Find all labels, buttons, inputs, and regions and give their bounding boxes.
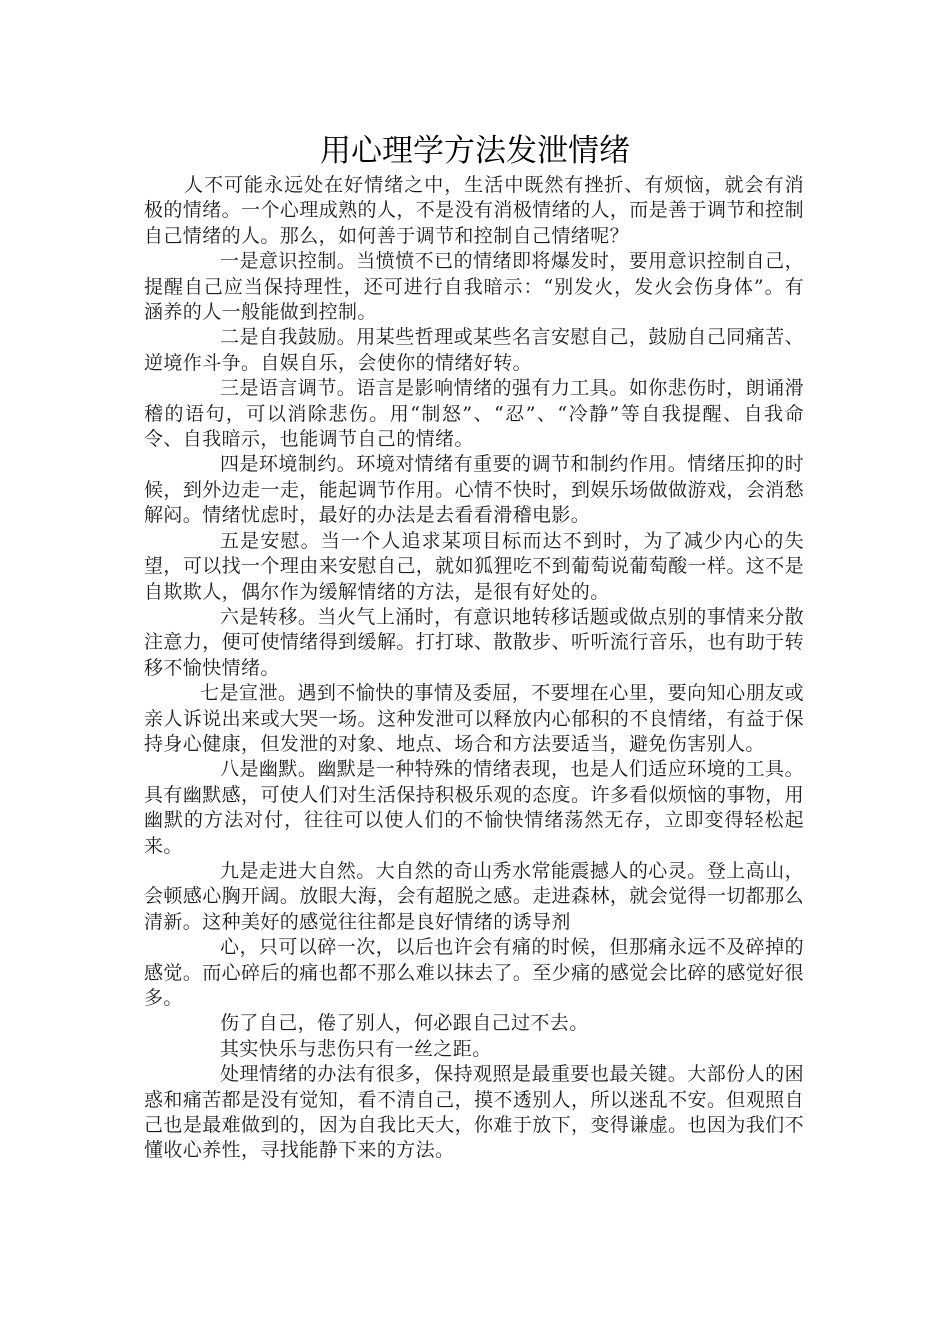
paragraph-method-5: 五是安慰。当一个人追求某项目标而达不到时，为了减少内心的失望，可以找一个理由来安慰自己，就如狐狸吃不到葡萄说葡萄酸一样。这不是自欺欺人，偶尔作为缓解情绪的方法，是很有好处的。 xyxy=(144,529,804,603)
paragraph-self: 伤了自己，倦了别人，何必跟自己过不去。 xyxy=(220,1012,589,1035)
paragraph-method-7: 七是宣泄。遇到不愉快的事情及委屈，不要埋在心里，要向知心朋友或亲人诉说出来或大哭一场。这种发泄可以释放内心郁积的不良情绪，有益于保持身心健康，但发泄的对象、地点、场合和方法要适当，避免伤害别人。 xyxy=(144,682,804,755)
paragraph-method-3: 三是语言调节。语言是影响情绪的强有力工具。如你悲伤时，朗诵滑稽的语句，可以消除悲伤。用“制怒”、“忍”、“冷静”等自我提醒、自我命令、自我暗示，也能调节自己的情绪。 xyxy=(144,377,804,451)
document-body xyxy=(144,173,804,1164)
paragraph-method-1: 一是意识控制。当愤愤不已的情绪即将爆发时，要用意识控制自己，提醒自己应当保持理性，还可进行自我暗示：“别发火，发火会伤身体”。有涵养的人一般能做到控制。 xyxy=(144,250,804,324)
paragraph-conclusion: 处理情绪的办法有很多，保持观照是最重要也最关键。大部份人的困惑和痛苦都是没有觉知，看不清自己，摸不透别人，所以迷乱不安。但观照自己也是最难做到的，因为自我比天大，你难于放下，变得谦虚。也因为我们不懂收心养性，寻找能静下来的方法。 xyxy=(144,1063,804,1162)
paragraph-method-4: 四是环境制约。环境对情绪有重要的调节和制约作用。情绪压抑的时候，到外边走一走，能起调节作用。心情不快时，到娱乐场做做游戏，会消愁解闷。情绪忧虑时，最好的办法是去看看滑稽电影。 xyxy=(144,453,804,527)
paragraph-method-2: 二是自我鼓励。用某些哲理或某些名言安慰自己，鼓励自己同痛苦、逆境作斗争。自娱自乐，会使你的情绪好转。 xyxy=(144,326,804,374)
paragraph-heart: 心，只可以碎一次，以后也许会有痛的时候，但那痛永远不及碎掉的感觉。而心碎后的痛也都不那么难以抹去了。至少痛的感觉会比碎的感觉好很多。 xyxy=(144,936,804,1009)
paragraph-joy: 其实快乐与悲伤只有一丝之距。 xyxy=(220,1037,492,1060)
page-title: 用心理学方法发泄情绪 xyxy=(320,133,630,169)
paragraph-method-6: 六是转移。当火气上涌时，有意识地转移话题或做点别的事情来分散注意力，便可使情绪得到缓解。打打球、散散步、听听流行音乐，也有助于转移不愉快情绪。 xyxy=(144,605,804,679)
paragraph-intro: 人不可能永远处在好情绪之中，生活中既然有挫折、有烦恼，就会有消极的情绪。一个心理成熟的人，不是没有消极情绪的人，而是善于调节和控制自己情绪的人。那么，如何善于调节和控制自己情绪呢？ xyxy=(144,174,804,247)
paragraph-method-9: 九是走进大自然。大自然的奇山秀水常能震撼人的心灵。登上高山，会顿感心胸开阔。放眼大海，会有超脱之感。走进森林，就会觉得一切都那么清新。这种美好的感觉往往都是良好情绪的诱导剂 xyxy=(144,859,804,933)
paragraph-method-8: 八是幽默。幽默是一种特殊的情绪表现，也是人们适应环境的工具。具有幽默感，可使人们对生活保持积极乐观的态度。许多看似烦恼的事物，用幽默的方法对付，往往可以使人们的不愉快情绪荡然无存，立即变得轻松起来。 xyxy=(144,758,804,857)
